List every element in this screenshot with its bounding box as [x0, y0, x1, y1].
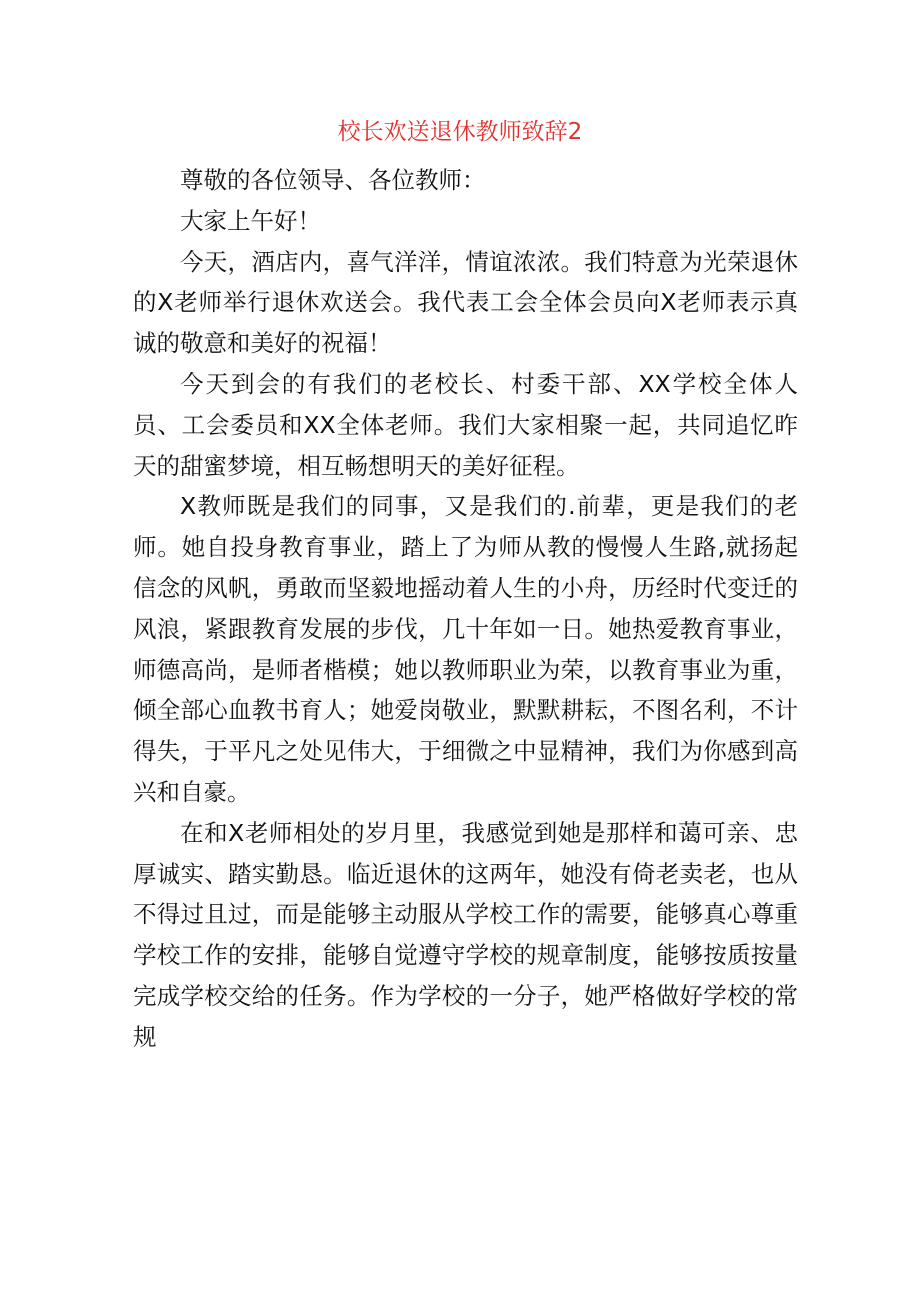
salutation-paragraph: 尊敬的各位领导、各位教师： — [180, 166, 486, 194]
body-paragraph: 今天到会的有我们的老校长、村委干部、XX学校全体人员、工会委员和XX全体老师。我们大家相聚一起，共同追忆昨天的甜蜜梦境，相互畅想明天的美好征程。 — [133, 369, 798, 480]
body-paragraph: 在和X老师相处的岁月里，我感觉到她是那样和蔼可亲、忠厚诚实、踏实勤恳。临近退休的这两年，她没有倚老卖老，也从不得过且过，而是能够主动服从学校工作的需要，能够真心尊重学校工作的安排，能够自觉遵守学校的规章制度，能够按质按量完成学校交给的任务。作为学校的一分子，她严格做好学校的常规 — [133, 818, 798, 1051]
document-body — [133, 160, 798, 1058]
document-title: 校长欢送退休教师致辞2 — [337, 119, 583, 145]
body-paragraph: X教师既是我们的同事，又是我们的.前辈，更是我们的老师。她自投身教育事业，踏上了为师从教的慢慢人生路,就扬起信念的风帆，勇敢而坚毅地摇动着人生的小舟，历经时代变迁的风浪，紧跟教育发展的步伐，几十年如一日。她热爱教育事业，师德高尚，是师者楷模；她以教师职业为荣，以教育事业为重，倾全部心血教书育人；她爱岗敬业，默默耕耘，不图名利，不计得失，于平凡之处见伟大，于细微之中显精神，我们为你感到高兴和自豪。 — [133, 492, 798, 806]
body-paragraph: 今天，酒店内，喜气洋洋，情谊浓浓。我们特意为光荣退休的X老师举行退休欢送会。我代表工会全体会员向X老师表示真诚的敬意和美好的祝福！ — [133, 247, 798, 358]
greeting-paragraph: 大家上午好！ — [180, 206, 321, 235]
